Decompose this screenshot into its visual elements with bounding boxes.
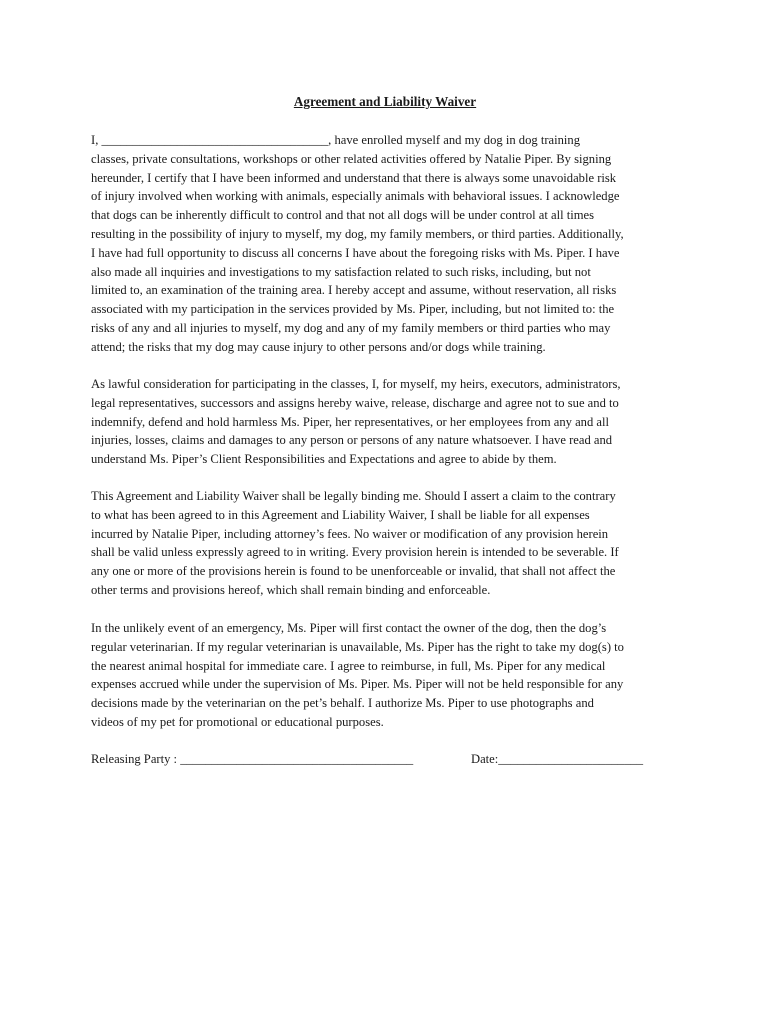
text-line: the nearest animal hospital for immediate care. I agree to reimburse, in full, Ms. Piper for any medical xyxy=(91,658,606,673)
paragraph-binding-terms xyxy=(91,487,683,600)
text-line: to what has been agreed to in this Agreement and Liability Waiver, I shall be liable for all expenses xyxy=(91,507,590,522)
text-line: understand Ms. Piper’s Client Responsibilities and Expectations and agree to abide by them. xyxy=(91,452,557,467)
text-line: limited to, an examination of the training area. I hereby accept and assume, without reservation, all risks xyxy=(91,283,617,298)
text-line: videos of my pet for promotional or educational purposes. xyxy=(91,714,384,729)
text-line: decisions made by the veterinarian on the pet’s behalf. I authorize Ms. Piper to use photographs and xyxy=(91,696,594,711)
text-line: injuries, losses, claims and damages to any person or persons of any nature whatsoever. I have read and xyxy=(91,433,613,448)
text-line: other terms and provisions hereof, which shall remain binding and enforceable. xyxy=(91,582,491,597)
text-line: This Agreement and Liability Waiver shall be legally binding me. Should I assert a claim to the contrary xyxy=(91,489,616,503)
text-line: classes, private consultations, workshops or other related activities offered by Natalie Piper. By signing xyxy=(91,151,612,166)
text-line: associated with my participation in the services provided by Ms. Piper, including, but not limited to: the xyxy=(91,302,615,317)
text-line: risks of any and all injuries to myself, my dog and any of my family members or third parties who may xyxy=(91,320,611,335)
text-line: also made all inquiries and investigations to my satisfaction related to such risks, including, but not xyxy=(91,264,591,279)
text-line: that dogs can be inherently difficult to control and that not all dogs will be under control at all times xyxy=(91,208,595,223)
text-line: I have had full opportunity to discuss all concerns I have about the foregoing risks with Ms. Piper. I have xyxy=(91,245,620,260)
text-line: shall be valid unless expressly agreed to in writing. Every provision herein is intended to be severable. If xyxy=(91,545,619,560)
text-line: indemnify, defend and hold harmless Ms. Piper, her representatives, or her employees from any and all xyxy=(91,414,610,429)
text-line: of injury involved when working with animals, especially animals with behavioral issues. I acknowledge xyxy=(91,189,620,204)
document-title: Agreement and Liability Waiver xyxy=(293,94,477,109)
text-line: hereunder, I certify that I have been informed and understand that there is always some unavoidable risk xyxy=(91,170,617,185)
text-line: I, ____________________________________, have enrolled myself and my dog in dog training xyxy=(91,133,580,147)
text-line: legal representatives, successors and assigns hereby waive, release, discharge and agree not to sue and to xyxy=(91,395,619,410)
text-line: expenses accrued while under the supervision of Ms. Piper. Ms. Piper will not be held responsible for any xyxy=(91,677,624,692)
text-line: incurred by Natalie Piper, including attorney’s fees. No waiver or modification of any provision herein xyxy=(91,526,609,541)
paragraph-emergency-care xyxy=(91,619,683,732)
signature-row xyxy=(91,750,691,769)
releasing-party-signature-line[interactable]: Releasing Party : _____________________________________ xyxy=(91,752,414,766)
text-line: any one or more of the provisions herein is found to be unenforceable or invalid, that shall not affect the xyxy=(91,564,616,579)
paragraph-waiver-release xyxy=(91,375,683,469)
text-line: regular veterinarian. If my regular veterinarian is unavailable, Ms. Piper has the right to take my dog(s) to xyxy=(91,639,624,654)
text-line: resulting in the possibility of injury to myself, my dog, my family members, or third parties. Additionally, xyxy=(91,226,624,241)
text-line: As lawful consideration for participating in the classes, I, for myself, my heirs, executors, administrators, xyxy=(91,377,621,391)
text-line: attend; the risks that my dog may cause injury to other persons and/or dogs while training. xyxy=(91,339,546,354)
text-line: In the unlikely event of an emergency, Ms. Piper will first contact the owner of the dog, then the dog’s xyxy=(91,621,607,635)
date-signature-line[interactable]: Date:_______________________ xyxy=(471,752,644,766)
paragraph-enrollment-risk xyxy=(91,131,683,357)
